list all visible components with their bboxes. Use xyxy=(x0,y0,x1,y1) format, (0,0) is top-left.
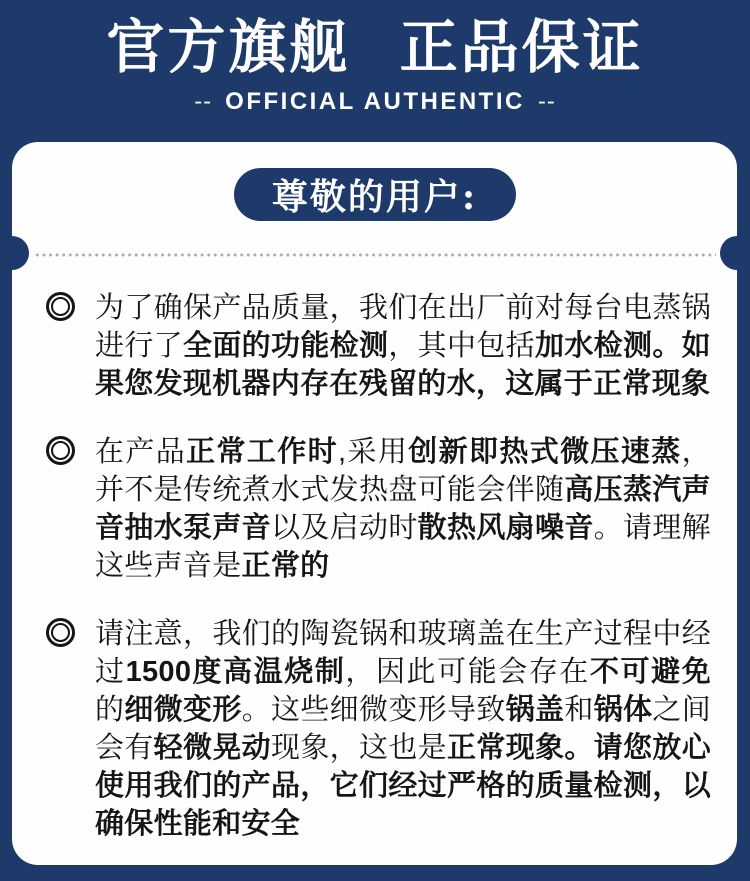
body-text: 为了确保产品质量，我们在出厂前对每台电蒸锅进行了 xyxy=(95,292,711,362)
double-circle-bullet-icon xyxy=(46,618,75,647)
emphasis-text: 锅盖 xyxy=(505,694,565,726)
emphasis-text: 1500度高温烧制 xyxy=(125,656,346,688)
body-text: 。这些细微变形导致 xyxy=(241,694,506,726)
body-text: ,采用 xyxy=(338,436,409,468)
ticket-notch-left-icon xyxy=(0,236,29,270)
body-text: 请注意，我们的陶瓷锅和玻璃盖在生产过程中经过 xyxy=(95,618,711,688)
emphasis-text: 正常现象。请您放心使用我们的产品，它们经过严格的质量检测，以确保性能和安全 xyxy=(95,732,712,840)
ticket-notch-right-icon xyxy=(720,236,750,270)
header-banner xyxy=(0,0,750,115)
subtitle-label: OFFICIAL AUTHENTIC xyxy=(225,88,525,115)
greeting-badge xyxy=(234,168,516,221)
body-text: ，因此可能会存在 xyxy=(345,656,590,688)
notice-paragraph-text xyxy=(95,615,711,843)
emphasis-text: 轻微晃动 xyxy=(153,732,272,764)
page-subtitle xyxy=(0,89,750,115)
emphasis-text: 细微变形 xyxy=(124,694,242,726)
body-text: ，其中包括 xyxy=(388,330,536,362)
notice-card xyxy=(12,142,737,865)
page-title: 官方旗舰 正品保证 xyxy=(106,13,644,81)
emphasis-text: 创新即热式微压速蒸 xyxy=(408,436,682,468)
notice-paragraph-list xyxy=(46,289,711,843)
emphasis-text: 散热风扇噪音 xyxy=(417,512,594,544)
body-text: 之间会有 xyxy=(95,694,712,764)
emphasis-text: 全面的功能检测 xyxy=(183,330,389,362)
double-circle-bullet-icon xyxy=(46,292,75,321)
notice-paragraph xyxy=(46,433,711,585)
emphasis-text: 锅体 xyxy=(593,694,653,726)
body-text: 。请理解这些声音是 xyxy=(95,512,711,582)
notice-paragraph xyxy=(46,615,711,843)
notice-paragraph-text xyxy=(95,289,711,403)
emphasis-text: 不可避免 xyxy=(589,656,711,688)
body-text: 在产品 xyxy=(95,436,187,468)
double-circle-bullet-icon xyxy=(46,436,75,465)
dotted-divider xyxy=(34,252,716,258)
emphasis-text: 高压蒸汽声音抽水泵声音 xyxy=(95,474,711,544)
body-text: ，并不是传统煮水式发热盘可能会伴随 xyxy=(95,436,711,506)
emphasis-text: 正常工作时 xyxy=(186,436,339,468)
body-text: 的 xyxy=(95,694,125,726)
body-text: 和 xyxy=(564,694,594,726)
emphasis-text: 加水检测。如果您发现机器内存在残留的水，这属于正常现象 xyxy=(95,330,711,400)
notice-paragraph xyxy=(46,289,711,403)
subtitle-dash-right: -- xyxy=(537,88,556,115)
notice-paragraph-text xyxy=(95,433,711,585)
greeting-badge-label: 尊敬的用户: xyxy=(271,176,478,218)
emphasis-text: 正常的 xyxy=(241,550,330,582)
subtitle-dash-left: -- xyxy=(194,88,213,115)
body-text: 以及启动时 xyxy=(271,512,418,544)
body-text: 现象，这也是 xyxy=(271,732,448,764)
